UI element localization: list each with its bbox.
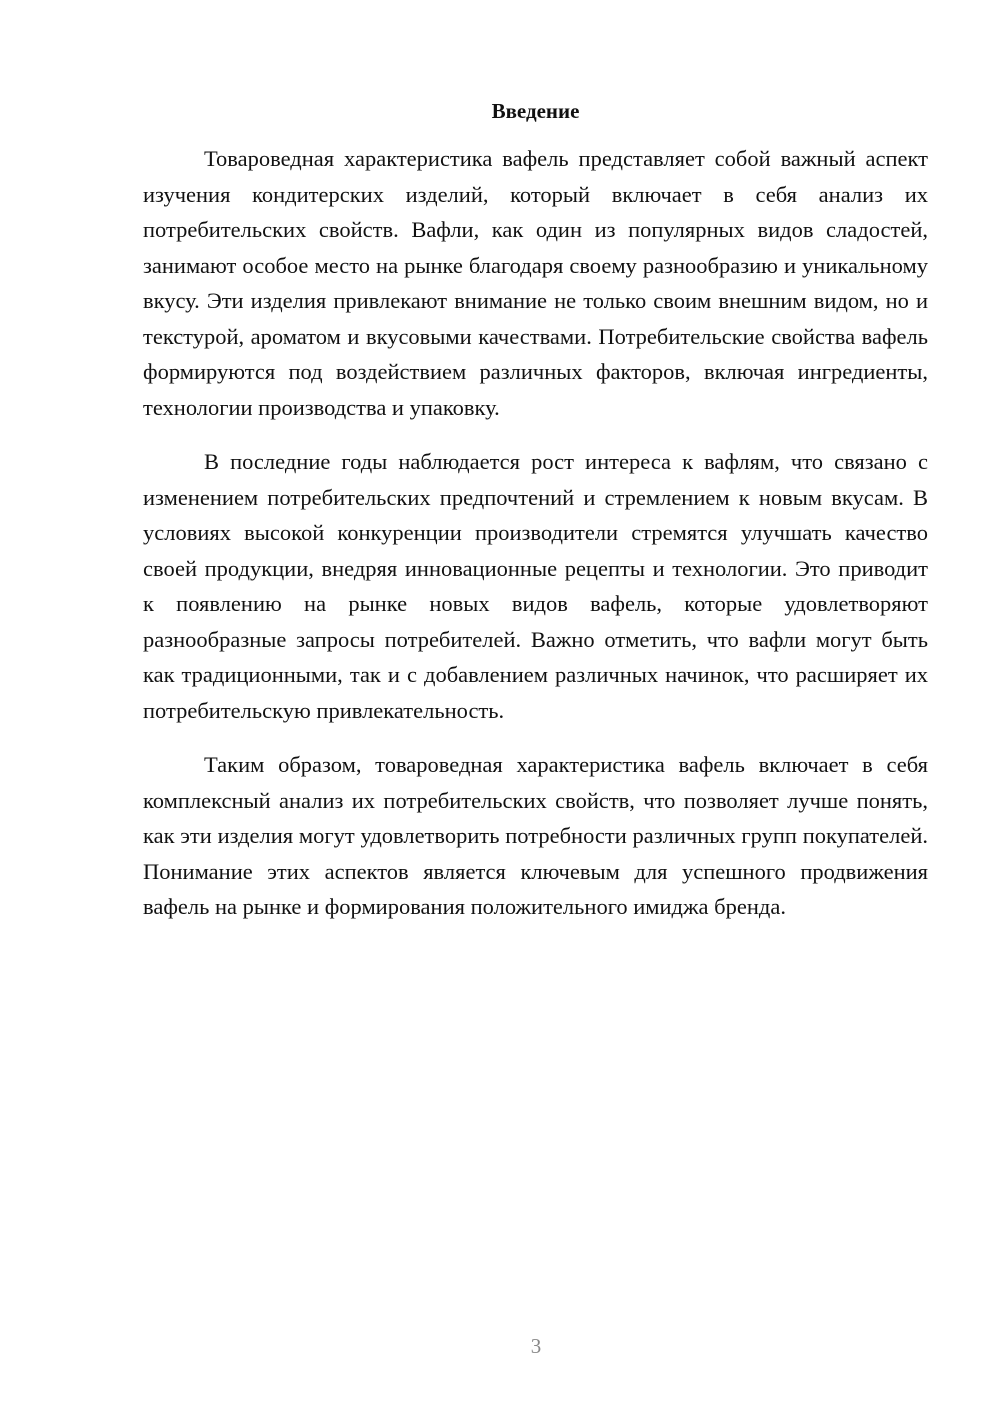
paragraph-3: Таким образом, товароведная характеристика вафель включает в себя комплексный анализ их потребительских свойств, что позволяет лучше понять, как эти изделия могут удовлетворить потребности различных групп покупателей. Понимание этих аспектов является ключевым для успешного продвижения вафель на рынке и формирования положительного имиджа бренда. (143, 752, 928, 919)
section-heading: Введение (491, 99, 580, 123)
paragraph-1: Товароведная характеристика вафель представляет собой важный аспект изучения кондитерских изделий, который включает в себя анализ их потребительских свойств. Вафли, как один из популярных видов сладостей, занимают особое место на рынке благодаря своему разнообразию и уникальному вкусу. Эти изделия привлекают внимание не только своим внешним видом, но и текстурой, ароматом и вкусовыми качествами. Потребительские свойства вафель формируются под воздействием различных факторов, включая ингредиенты, технологии производства и упаковку. (143, 146, 928, 420)
page-number: 3 (530, 1334, 542, 1358)
body-text (143, 141, 928, 944)
paragraph-2: В последние годы наблюдается рост интереса к вафлям, что связано с изменением потребительских предпочтений и стремлением к новым вкусам. В условиях высокой конкуренции производители стремятся улучшать качество своей продукции, внедряя инновационные рецепты и технологии. Это приводит к появлению на рынке новых видов вафель, которые удовлетворяют разнообразные запросы потребителей. Важно отметить, что вафли могут быть как традиционными, так и с добавлением различных начинок, что расширяет их потребительскую привлекательность. (143, 449, 928, 723)
